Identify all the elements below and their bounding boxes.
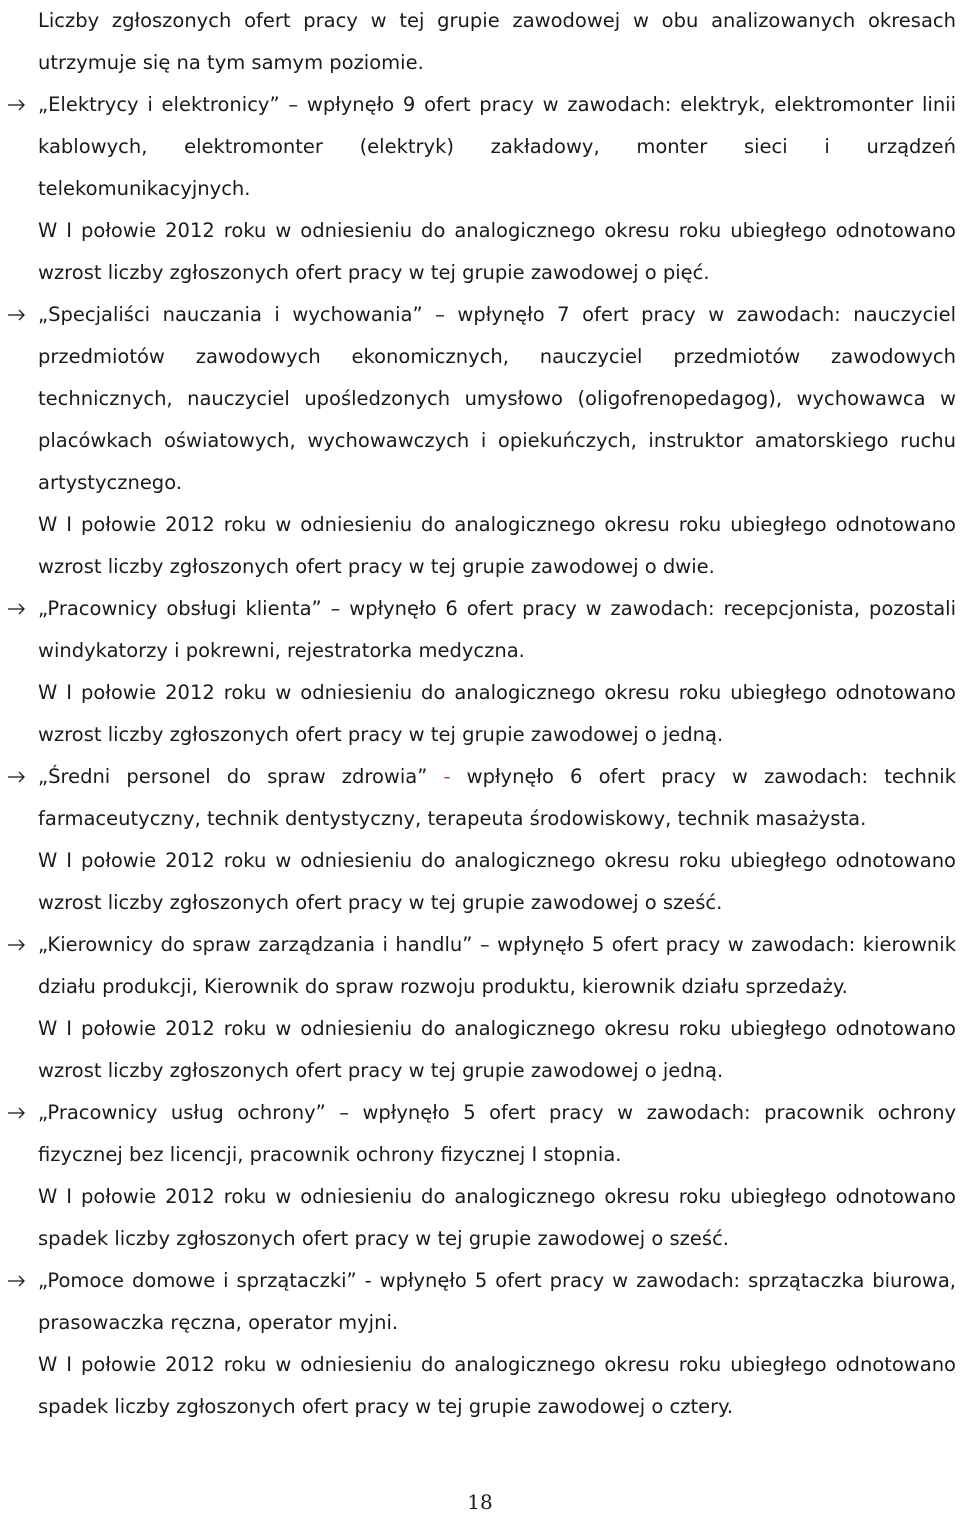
- group-name: „Pracownicy usług ochrony”: [38, 1101, 326, 1124]
- occupation-group: [38, 1092, 956, 1260]
- right-arrow-icon: [6, 84, 28, 126]
- group-description: wpłynęło 6 ofert pracy w zawodach: recepcjonista, pozostali windykatorzy i pokrewni, rejestratorka medyczna.: [38, 597, 957, 662]
- group-comparison: W I połowie 2012 roku w odniesieniu do analogicznego okresu roku ubiegłego odnotowano wzrost liczby zgłoszonych ofert pracy w tej grupie zawodowej o jedną.: [38, 1017, 956, 1082]
- occupation-group: [38, 1260, 956, 1428]
- group-name: „Elektrycy i elektronicy”: [38, 93, 280, 116]
- group-name: „Kierownicy do spraw zarządzania i handlu”: [38, 933, 473, 956]
- page-number: 18: [467, 1490, 493, 1514]
- group-comparison: W I połowie 2012 roku w odniesieniu do analogicznego okresu roku ubiegłego odnotowano spadek liczby zgłoszonych ofert pracy w tej grupie zawodowej o sześć.: [38, 1185, 956, 1250]
- group-description: wpłynęło 9 ofert pracy w zawodach: elektryk, elektromonter linii kablowych, elektromonter (elektryk) zakładowy, monter sieci i urządzeń telekomunikacyjnych.: [38, 93, 957, 200]
- group-comparison: W I połowie 2012 roku w odniesieniu do analogicznego okresu roku ubiegłego odnotowano wzrost liczby zgłoszonych ofert pracy w tej grupie zawodowej o pięć.: [38, 219, 956, 284]
- group-separator: –: [435, 303, 445, 326]
- occupation-group: [38, 756, 956, 924]
- group-name: „Pracownicy obsługi klienta”: [38, 597, 322, 620]
- group-name: „Średni personel do spraw zdrowia”: [38, 765, 428, 788]
- group-description: wpłynęło 5 ofert pracy w zawodach: sprzątaczka biurowa, prasowaczka ręczna, operator myjni.: [38, 1269, 957, 1334]
- right-arrow-icon: [6, 1260, 28, 1302]
- right-arrow-icon: [6, 924, 28, 966]
- group-separator: -: [364, 1269, 372, 1292]
- right-arrow-icon: [6, 294, 28, 336]
- right-arrow-icon: [6, 1092, 28, 1134]
- group-separator: -: [443, 765, 451, 788]
- occupation-group: [38, 294, 956, 588]
- group-description: wpłynęło 5 ofert pracy w zawodach: kierownik działu produkcji, Kierownik do spraw rozwoju produktu, kierownik działu sprzedaży.: [38, 933, 956, 998]
- occupation-group: [38, 924, 956, 1092]
- group-separator: –: [330, 597, 341, 620]
- group-separator: –: [288, 93, 299, 116]
- group-separator: –: [339, 1101, 349, 1124]
- document-page: [38, 0, 956, 1428]
- group-comparison: W I połowie 2012 roku w odniesieniu do analogicznego okresu roku ubiegłego odnotowano wzrost liczby zgłoszonych ofert pracy w tej grupie zawodowej o sześć.: [38, 849, 956, 914]
- group-comparison: W I połowie 2012 roku w odniesieniu do analogicznego okresu roku ubiegłego odnotowano spadek liczby zgłoszonych ofert pracy w tej grupie zawodowej o cztery.: [38, 1353, 956, 1418]
- group-name: „Pomoce domowe i sprzątaczki”: [38, 1269, 357, 1292]
- occupation-group: [38, 588, 956, 756]
- intro-paragraph: Liczby zgłoszonych ofert pracy w tej grupie zawodowej w obu analizowanych okresach utrzymuje się na tym samym poziomie.: [38, 9, 956, 74]
- group-separator: –: [479, 933, 490, 956]
- group-comparison: W I połowie 2012 roku w odniesieniu do analogicznego okresu roku ubiegłego odnotowano wzrost liczby zgłoszonych ofert pracy w tej grupie zawodowej o jedną.: [38, 681, 956, 746]
- group-description: wpłynęło 7 ofert pracy w zawodach: nauczyciel przedmiotów zawodowych ekonomicznych, nauczyciel przedmiotów zawodowych technicznych, nauczyciel upośledzonych umysłowo (oligofrenopedagog), wychowawca w placówkach oświatowych, wychowawczych i opiekuńczych, instruktor amatorskiego ruchu artystycznego.: [38, 303, 956, 494]
- group-description: wpłynęło 5 ofert pracy w zawodach: pracownik ochrony fizycznej bez licencji, pracownik ochrony fizycznej I stopnia.: [38, 1101, 957, 1166]
- group-name: „Specjaliści nauczania i wychowania”: [38, 303, 423, 326]
- occupation-group: [38, 84, 956, 294]
- right-arrow-icon: [6, 588, 28, 630]
- group-comparison: W I połowie 2012 roku w odniesieniu do analogicznego okresu roku ubiegłego odnotowano wzrost liczby zgłoszonych ofert pracy w tej grupie zawodowej o dwie.: [38, 513, 956, 578]
- right-arrow-icon: [6, 756, 28, 798]
- group-description: wpłynęło 6 ofert pracy w zawodach: technik farmaceutyczny, technik dentystyczny, terapeuta środowiskowy, technik masażysta.: [38, 765, 956, 830]
